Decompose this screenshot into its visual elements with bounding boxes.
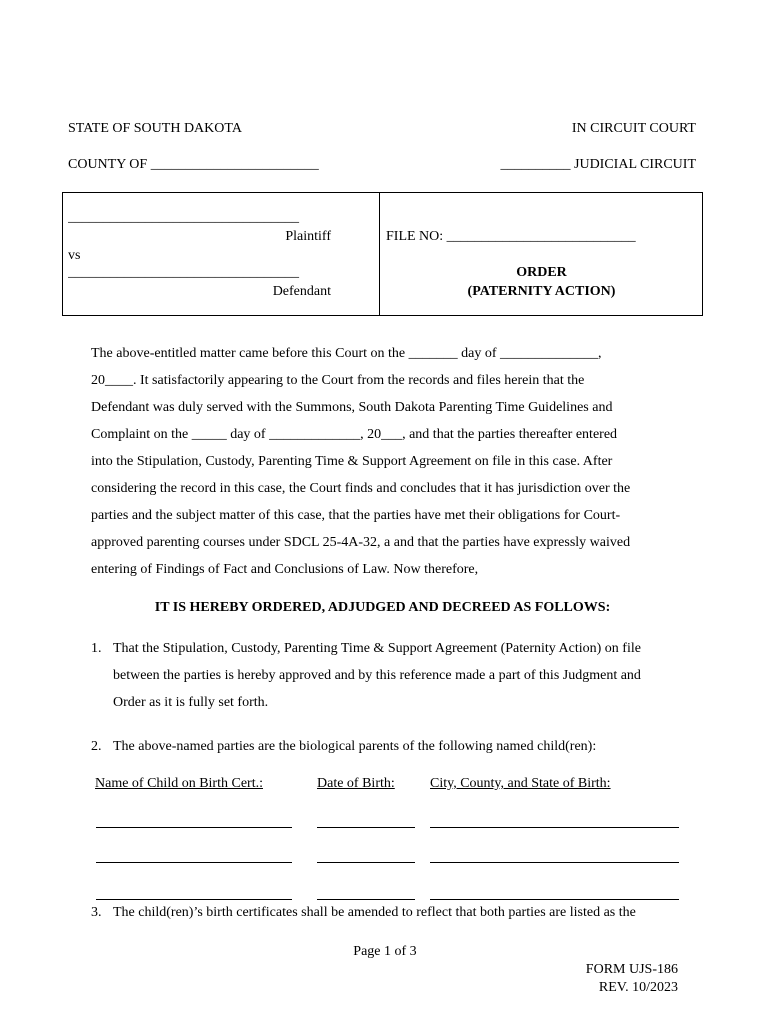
form-number: FORM UJS-186 [585,962,678,977]
birth-place-blank [430,862,679,863]
item-number: 3. [91,905,102,920]
item-number: 1. [91,641,102,656]
birth-place-blank [430,827,679,828]
intro-line: The above-entitled matter came before this Court on the _______ day of ______________, [91,346,602,361]
intro-line: parties and the subject matter of this case, that the parties have met their obligations for Court- [91,508,621,523]
child-name-header: Name of Child on Birth Cert.: [95,776,263,791]
item-line: The above-named parties are the biological parents of the following named child(ren): [113,739,597,754]
item-line: That the Stipulation, Custody, Parenting Time & Support Agreement (Paternity Action) on file [113,641,641,656]
order-title: ORDER [516,265,567,280]
plaintiff-name-line: _________________________________ [68,210,299,225]
form-revision: REV. 10/2023 [598,980,678,995]
intro-line: approved parenting courses under SDCL 25-4A-32, a and that the parties have expressly waived [91,535,631,550]
birth-place-header: City, County, and State of Birth: [430,776,611,791]
order-subtitle: (PATERNITY ACTION) [467,284,616,299]
item-line: Order as it is fully set forth. [113,695,269,710]
child-name-blank [96,827,292,828]
court-heading: IN CIRCUIT COURT [571,121,696,136]
versus-label: vs [68,248,81,263]
intro-line: considering the record in this case, the Court finds and concludes that it has jurisdiction over the [91,481,631,496]
item-number: 2. [91,739,102,754]
intro-paragraph [91,340,691,583]
list-item [113,733,596,760]
child-name-blank [96,862,292,863]
birth-date-blank [317,827,415,828]
plaintiff-label: Plaintiff [285,229,331,244]
intro-line: 20____. It satisfactorily appearing to the Court from the records and files herein that the [91,373,585,388]
intro-line: entering of Findings of Fact and Conclusions of Law. Now therefore, [91,562,479,577]
intro-line: Complaint on the _____ day of _____________, 20___, and that the parties thereafter entered [91,427,618,442]
defendant-name-line: _________________________________ [68,265,299,280]
decree-heading: IT IS HEREBY ORDERED, ADJUDGED AND DECREED AS FOLLOWS: [154,600,611,615]
file-number-field: FILE NO: ___________________________ [386,229,636,244]
item-line: The child(ren)’s birth certificates shall be amended to reflect that both parties are listed as the [113,905,636,920]
defendant-label: Defendant [272,284,331,299]
birth-date-header: Date of Birth: [317,776,395,791]
state-heading: STATE OF SOUTH DAKOTA [68,121,242,136]
intro-line: Defendant was duly served with the Summons, South Dakota Parenting Time Guidelines and [91,400,613,415]
birth-date-blank [317,862,415,863]
county-heading: COUNTY OF ________________________ [68,157,319,172]
page-number: Page 1 of 3 [353,944,417,959]
list-item [113,635,641,716]
intro-line: into the Stipulation, Custody, Parenting Time & Support Agreement on file in this case. After [91,454,613,469]
circuit-heading: __________ JUDICIAL CIRCUIT [500,157,696,172]
item-line: between the parties is hereby approved and by this reference made a part of this Judgment and [113,668,641,683]
list-item [113,899,636,926]
